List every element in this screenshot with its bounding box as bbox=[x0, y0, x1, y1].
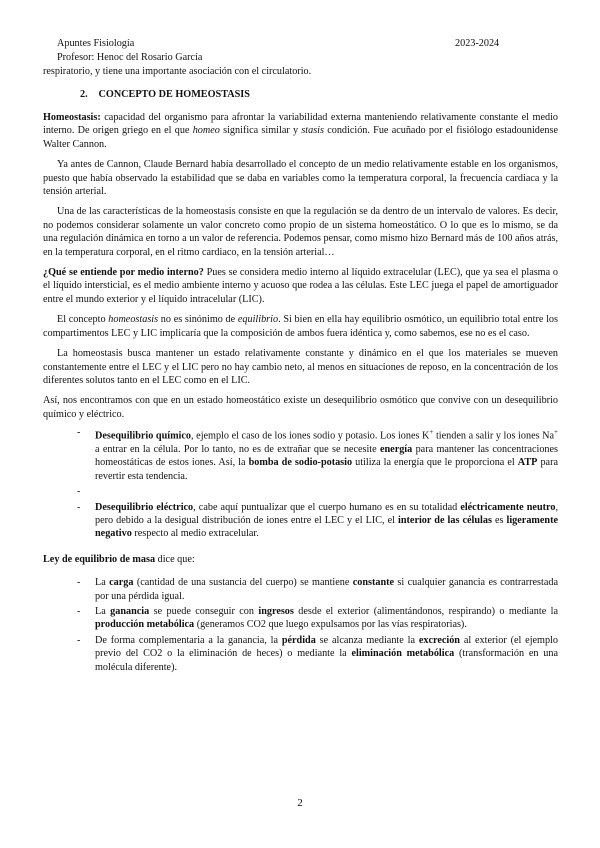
italic-word: equilibrio bbox=[237, 314, 279, 326]
italic-word: homeostasis bbox=[108, 314, 159, 326]
bold-term: interior de las células bbox=[398, 514, 492, 526]
list-item-electrical bbox=[43, 501, 558, 541]
bold-term: Desequilibrio eléctrico bbox=[95, 501, 194, 513]
text-run: es bbox=[491, 514, 507, 526]
list-dash: - bbox=[77, 486, 81, 498]
bold-term: pérdida bbox=[281, 634, 316, 646]
bold-term: ingresos bbox=[258, 605, 294, 617]
text-run: El concepto bbox=[57, 314, 109, 326]
text-run: , pero debido a la desigual distribución de iones entre el LEC y el LIC, el bbox=[95, 501, 558, 526]
text-run: . Si bien en ella hay equilibrio osmótico, un equilibrio total entre los compartimentos LEC y LIC implicaría que la composición de ambos fuera idéntica y, como sabemos, ese no es el caso. bbox=[43, 314, 558, 339]
text-run: no es sinónimo de bbox=[158, 314, 238, 326]
text-run: , cabe aquí puntualizar que el cuerpo humano es en su totalidad bbox=[193, 501, 461, 513]
text-run: dice que: bbox=[155, 553, 195, 565]
bold-term: ATP bbox=[517, 457, 538, 469]
superscript: + bbox=[429, 428, 434, 437]
text-run: tienden a salir y los iones Na bbox=[433, 430, 555, 442]
paragraph-regulation: Una de las características de la homeostasis consiste en que la regulación se da dentro de un intervalo de valores. Es decir, no podemos considerar solamente un valor concreto como propio de un sistema homeostático. O lo que es lo mismo, se da una regulación dinámica en torno a un valor de referencia. Podemos pensar, como mismo hizo Bernard más de 100 años atrás, en la temperatura corporal, en el ritmo cardiaco, en la tensión arterial… bbox=[43, 206, 558, 258]
bold-term: carga bbox=[109, 577, 134, 589]
list-dash: - bbox=[77, 427, 81, 439]
bold-term: bomba de sodio-potasio bbox=[248, 457, 353, 469]
text-run: capacidad del organismo para afrontar la variabilidad externa manteniendo relativamente constante el medio interno. De origen griego en el que bbox=[43, 112, 558, 137]
text-run: condición. Fue acuñado por el fisiólogo estadounidense Walter Cannon. bbox=[43, 125, 558, 150]
text-run: significa similar y bbox=[219, 125, 302, 137]
header-professor: Profesor: Henoc del Rosario García bbox=[57, 52, 203, 63]
bold-term: ganancia bbox=[110, 605, 150, 617]
italic-word: homeo bbox=[192, 125, 220, 137]
list-dash: - bbox=[77, 577, 81, 589]
paragraph-mass-law bbox=[43, 553, 558, 566]
list-dash: - bbox=[77, 501, 81, 513]
text-run: De forma complementaria a la ganancia, la bbox=[95, 634, 282, 646]
question-internal-medium: ¿Qué se entiende por medio interno? bbox=[43, 267, 204, 279]
text-run: Pues se considera medio interno al líquido extracelular (LEC), que ya sea el plasma o el líquido intersticial, es el medio ambiente interno y acuoso que rodea a las células. Este LEC juega el papel de amortiguador entre el mundo exterior y el líquido intracelular (LIC). bbox=[43, 267, 558, 305]
list-item-gain bbox=[43, 605, 558, 632]
text-run: se puede conseguir con bbox=[149, 605, 259, 617]
section-number: 2. bbox=[80, 89, 88, 100]
bold-term: constante bbox=[352, 577, 395, 589]
text-run: La bbox=[95, 577, 110, 589]
header-year: 2023-2024 bbox=[455, 38, 500, 49]
paragraph-disequilibrium: Así, nos encontramos con que en un estado homeostático existe un desequilibrio osmótico que convive con un desequilibrio químico y eléctrico. bbox=[43, 395, 558, 420]
page-number: 2 bbox=[297, 797, 303, 809]
bold-term: Desequilibrio químico bbox=[95, 430, 192, 442]
text-run: (transformación en una molécula diferente). bbox=[95, 648, 558, 673]
list-item-empty bbox=[43, 485, 558, 498]
header-subject: Apuntes Fisiología bbox=[57, 38, 135, 49]
text-run: (generamos CO2 que luego expulsamos por las vías respiratorias). bbox=[194, 619, 467, 631]
text-run: desde el exterior (alimentándonos, respirando) o mediante la bbox=[293, 605, 558, 617]
text-run: utiliza la energía que le proporciona el bbox=[352, 457, 518, 469]
italic-word: stasis bbox=[301, 125, 324, 137]
text-run: (cantidad de una sustancia del cuerpo) se mantiene bbox=[133, 577, 353, 589]
bold-term: eléctricamente neutro bbox=[460, 501, 556, 513]
list-item-loss bbox=[43, 634, 558, 674]
paragraph-internal-medium bbox=[43, 266, 558, 306]
text-run: si cualquier ganancia es contrarrestada por una pérdida igual. bbox=[95, 577, 558, 602]
list-item-chemical bbox=[43, 426, 558, 483]
list-dash: - bbox=[77, 605, 81, 617]
bold-term: energía bbox=[379, 443, 413, 455]
section-heading bbox=[80, 89, 250, 100]
bold-term: eliminación metabólica bbox=[351, 648, 455, 660]
section-title: CONCEPTO DE HOMEOSTASIS bbox=[98, 89, 250, 100]
bold-term: ligeramente negativo bbox=[95, 514, 558, 540]
text-run: se alcanza mediante la bbox=[315, 634, 419, 646]
text-run: La bbox=[95, 605, 111, 617]
term-homeostasis: Homeostasis: bbox=[43, 112, 101, 123]
bold-term: Ley de equilibrio de masa bbox=[43, 553, 156, 565]
body-text bbox=[43, 111, 558, 680]
superscript: + bbox=[554, 428, 558, 437]
text-run: para mantener las concentraciones homeostáticas de estos iones. Así, la bbox=[95, 443, 558, 469]
text-run: para revertir esta tendencia. bbox=[95, 457, 558, 482]
bold-term: excreción bbox=[418, 634, 460, 646]
text-run: respecto al medio extracelular. bbox=[131, 528, 259, 540]
text-run: , ejemplo el caso de los iones sodio y potasio. Los iones K bbox=[191, 430, 430, 442]
paragraph-definition bbox=[43, 111, 558, 151]
paragraph-dynamic-state: La homeostasis busca mantener un estado relativamente constante y dinámico en el que los materiales se mueven constantemente entre el LEC y el LIC pero no hay cambio neto, al menos en situaciones de reposo, en la concentración de los diferentes solutos tanto en el LEC como en el LIC. bbox=[43, 348, 558, 386]
text-run: a entrar en la célula. Por lo tanto, no es de extrañar que se necesite bbox=[95, 443, 380, 455]
text-run: al exterior (el ejemplo previo del CO2 o la eliminación de heces) o mediante la bbox=[95, 634, 558, 660]
paragraph-equilibrium bbox=[43, 313, 558, 340]
mass-balance-list bbox=[43, 576, 558, 674]
continuation-line: respiratorio, y tiene una importante asociación con el circulatorio. bbox=[43, 66, 312, 77]
disequilibrium-list bbox=[43, 426, 558, 541]
list-item-load bbox=[43, 576, 558, 603]
bold-term: producción metabólica bbox=[95, 619, 195, 631]
paragraph-bernard: Ya antes de Cannon, Claude Bernard había desarrollado el concepto de un medio relativamente estable en los organismos, puesto que había observado la estabilidad que se daba en variables como la temperatura corporal, la frecuencia cardiaca y la tensión arterial. bbox=[43, 159, 558, 198]
list-dash: - bbox=[77, 634, 81, 646]
